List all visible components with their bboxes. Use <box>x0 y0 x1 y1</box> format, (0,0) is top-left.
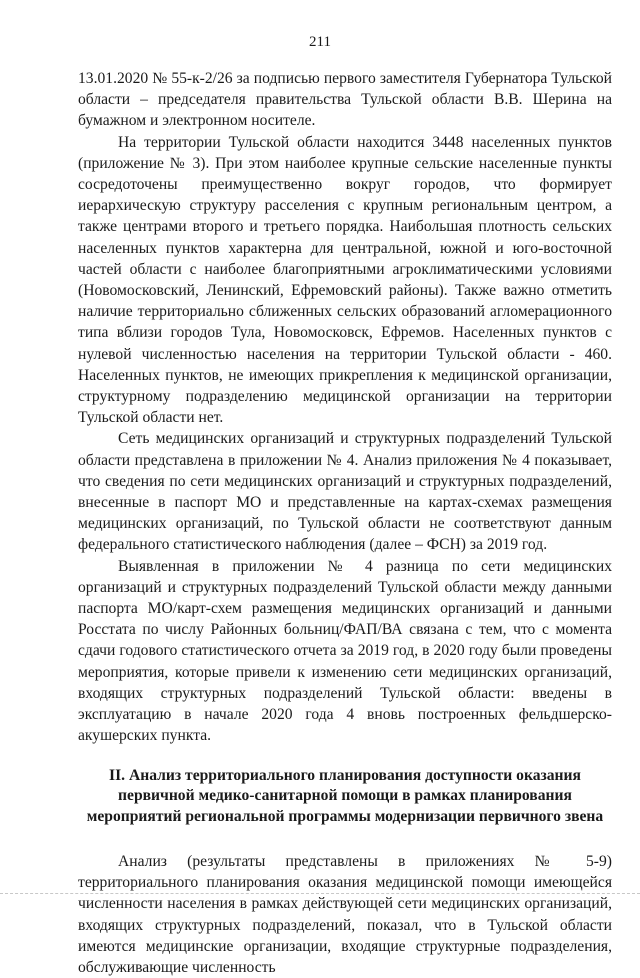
paragraph-settlements: На территории Тульской области находится 3448 населенных пунктов (приложение № 3). При этом наиболее крупные сельские населенные пункты сосредоточены преимущественно вокруг городов, что формирует иерархическую структуру расселения с крупным региональным центром, а также центрами второго и третьего порядка. Наибольшая плотность сельских населенных пунктов характерна для центральной, южной и юго-восточной частей области с наиболее благоприятными агроклиматическими условиями (Новомосковский, Ленинский, Ефремовский районы). Также важно отметить наличие территориально сближенных сельских образований агломерационного типа вблизи городов Тула, Новомосковск, Ефремов. Населенных пунктов с нулевой численностью населения на территории Тульской области - 460. Населенных пунктов, не имеющих прикрепления к медицинской организации, структурному подразделению медицинской организации на территории Тульской области нет. <box>78 133 612 427</box>
paragraph-analysis: Анализ (результаты представлены в приложениях № 5-9) территориального планирования оказания медицинской помощи имеющейся численности населения в рамках действующей сети медицинских организаций, входящих структурных подразделений, показал, что в Тульской области имеются медицинские организации, входящие структурные подразделения, обслуживающие численность <box>78 853 612 977</box>
paragraph-medical-network: Сеть медицинских организаций и структурных подразделений Тульской области представлена в приложении № 4. Анализ приложения № 4 показывает, что сведения по сети медицинских организаций и структурных подразделений, внесенные в паспорт МО и представленные на картах-схемах размещения медицинских организаций, по Тульской области не соответствуют данным федерального статистического наблюдения (далее – ФСН) за 2019 год. <box>78 430 612 554</box>
page-number: 211 <box>309 34 331 50</box>
scan-edge-divider <box>0 893 640 895</box>
paragraph-continuation: 13.01.2020 № 55-к-2/26 за подписью первого заместителя Губернатора Тульской области – председателя правительства Тульской области В.В. Шерина на бумажном и электронном носителе. <box>78 70 612 130</box>
paragraph-network-difference: Выявленная в приложении № 4 разница по сети медицинских организаций и структурных подразделений Тульской области между данными паспорта МО/карт-схем размещения медицинских организаций и данными Росстата по числу Районных больниц/ФАП/ВА связана с тем, что с момента сдачи годового статистического отчета за 2019 год, в 2020 году были проведены мероприятия, которые привели к изменению сети медицинских организаций, входящих структурных подразделений Тульской области: введены в эксплуатацию в начале 2020 года 4 вновь построенных фельдшерско-акушерских пункта. <box>78 557 612 745</box>
document-body <box>78 68 612 978</box>
section-heading: II. Анализ территориального планирования доступности оказания первичной медико-санитарной помощи в рамках планирования мероприятий региональной программы модернизации первичного звена <box>86 766 604 825</box>
